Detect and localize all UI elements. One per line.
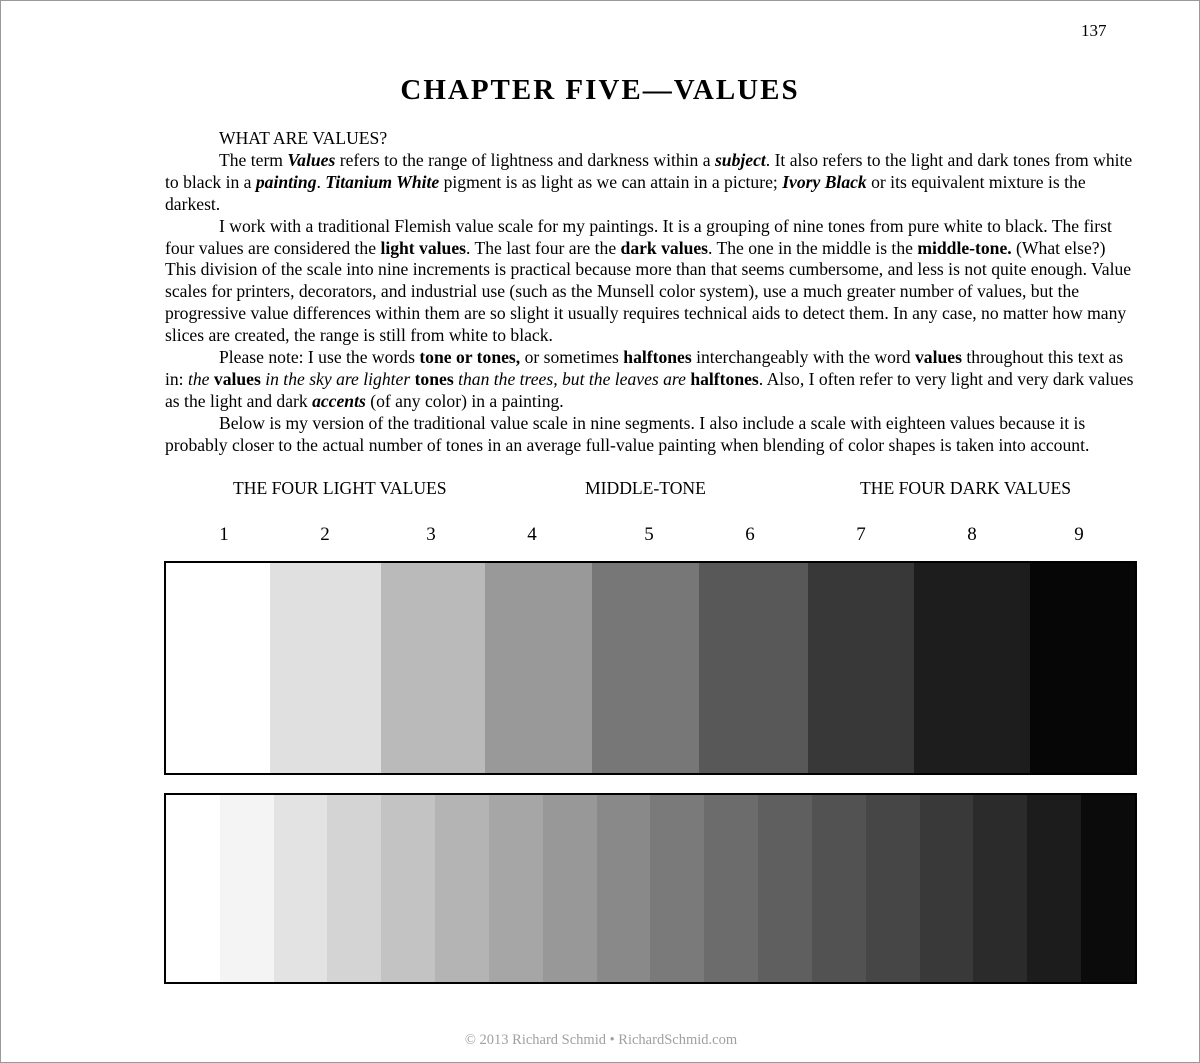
value-swatch-18-7 [489, 795, 543, 982]
text-run: I work with a traditional Flemish value scale for my paintings. It is a grouping of nine tones from pure white to black. The first four values are considered the [165, 215, 1112, 258]
value-number-4: 4 [527, 524, 537, 545]
value-swatch-6 [699, 563, 808, 773]
value-swatch-5 [592, 563, 699, 773]
value-swatch-18-9 [597, 795, 651, 982]
value-swatch-9 [1030, 563, 1135, 773]
value-swatch-18-12 [758, 795, 812, 982]
text-run: pigment is as light as we can attain in a picture; [439, 171, 783, 192]
text-run: painting [255, 171, 317, 192]
eighteen-value-scale [164, 793, 1137, 984]
value-swatch-1 [166, 563, 270, 773]
value-swatch-18-6 [435, 795, 489, 982]
text-run: throughout this text as in: [165, 347, 1124, 389]
value-swatch-18-5 [381, 795, 435, 982]
text-run: The term [219, 149, 288, 170]
value-swatch-18-15 [920, 795, 974, 982]
copyright-notice: © 2013 Richard Schmid • RichardSchmid.com [464, 1032, 738, 1048]
text-run: subject [714, 149, 766, 170]
text-run: (What else?) This division of the scale into nine increments is practical because more than that seems cumbersome, and less is not quite enough. Value scales for printers, decorators, and industrial use (such as the Munsell color system), use a much greater number of values, but the progressive value differences within them are so slight it usually requires technical aids to detect them. In any case, no matter how many slices are created, the range is still from white to black. [165, 237, 1132, 346]
text-run: Titanium White [325, 171, 440, 192]
value-swatch-8 [914, 563, 1030, 773]
value-swatch-18-10 [650, 795, 704, 982]
text-run: middle-tone. [917, 237, 1012, 258]
value-swatch-2 [270, 563, 381, 773]
text-run: Please note: I use the words [219, 347, 420, 368]
paragraph-2 [165, 216, 1137, 347]
nine-value-scale [164, 561, 1137, 775]
value-swatch-7 [808, 563, 914, 773]
body-text [165, 128, 1137, 457]
text-run: or its equivalent mixture is the darkest. [165, 171, 1086, 214]
value-number-5: 5 [644, 524, 654, 545]
value-swatch-18-4 [327, 795, 381, 982]
value-swatch-18-18 [1081, 795, 1135, 982]
text-run: . The one in the middle is the [708, 237, 918, 258]
value-swatch-4 [485, 563, 592, 773]
paragraph-1 [165, 150, 1137, 216]
value-number-6: 6 [745, 524, 755, 545]
paragraph-4 [165, 413, 1137, 457]
text-run: light values [380, 237, 466, 258]
middle-tone-label: MIDDLE-TONE [585, 478, 706, 498]
text-run: tone or tones, [419, 347, 521, 368]
text-run: Ivory Black [782, 171, 867, 192]
text-run: or sometimes [520, 347, 624, 368]
text-run: . Also, I often refer to very light and very dark values as the light and dark [165, 368, 1134, 411]
text-run: . It also refers to the light and dark tones from white to black in a [165, 149, 1133, 192]
value-swatch-18-13 [812, 795, 866, 982]
text-run: (of any color) in a painting. [365, 390, 564, 411]
text-run: halftones [623, 347, 692, 368]
text-run: interchangeably with the word [691, 347, 915, 368]
value-number-1: 1 [219, 524, 229, 545]
value-swatch-18-3 [274, 795, 328, 982]
value-number-7: 7 [856, 524, 866, 545]
value-number-3: 3 [426, 524, 436, 545]
light-values-label: THE FOUR LIGHT VALUES [233, 478, 447, 498]
paragraph-3 [165, 347, 1137, 413]
value-swatch-18-16 [973, 795, 1027, 982]
text-run: Below is my version of the traditional value scale in nine segments. I also include a scale with eighteen values because it is probably closer to the actual number of tones in an average full-value painting when blending of color shapes is taken into account. [165, 412, 1090, 455]
chapter-title: CHAPTER FIVE—VALUES [400, 74, 800, 106]
value-number-8: 8 [967, 524, 977, 545]
value-swatch-18-8 [543, 795, 597, 982]
value-swatch-18-1 [166, 795, 220, 982]
text-run: values [915, 347, 962, 368]
value-swatch-18-14 [866, 795, 920, 982]
page-number: 137 [1081, 21, 1107, 40]
text-run: the [187, 368, 214, 389]
section-heading: WHAT ARE VALUES? [219, 128, 388, 148]
text-run: . The last four are the [465, 237, 621, 258]
text-run: tones [414, 368, 454, 389]
dark-values-label: THE FOUR DARK VALUES [860, 478, 1071, 498]
text-run: accents [312, 390, 366, 411]
value-number-2: 2 [320, 524, 330, 545]
value-swatch-3 [381, 563, 485, 773]
text-run: dark values [620, 237, 709, 258]
text-run: . [316, 171, 326, 192]
value-number-9: 9 [1074, 524, 1084, 545]
value-swatch-18-11 [704, 795, 758, 982]
text-run: than the trees, but the leaves are [453, 368, 691, 389]
text-run: in the sky are lighter [260, 368, 415, 389]
value-swatch-18-17 [1027, 795, 1081, 982]
value-swatch-18-2 [220, 795, 274, 982]
text-run: refers to the range of lightness and darkness within a [335, 149, 715, 170]
text-run: Values [287, 149, 336, 170]
text-run: halftones [690, 368, 759, 389]
text-run: values [213, 368, 261, 389]
